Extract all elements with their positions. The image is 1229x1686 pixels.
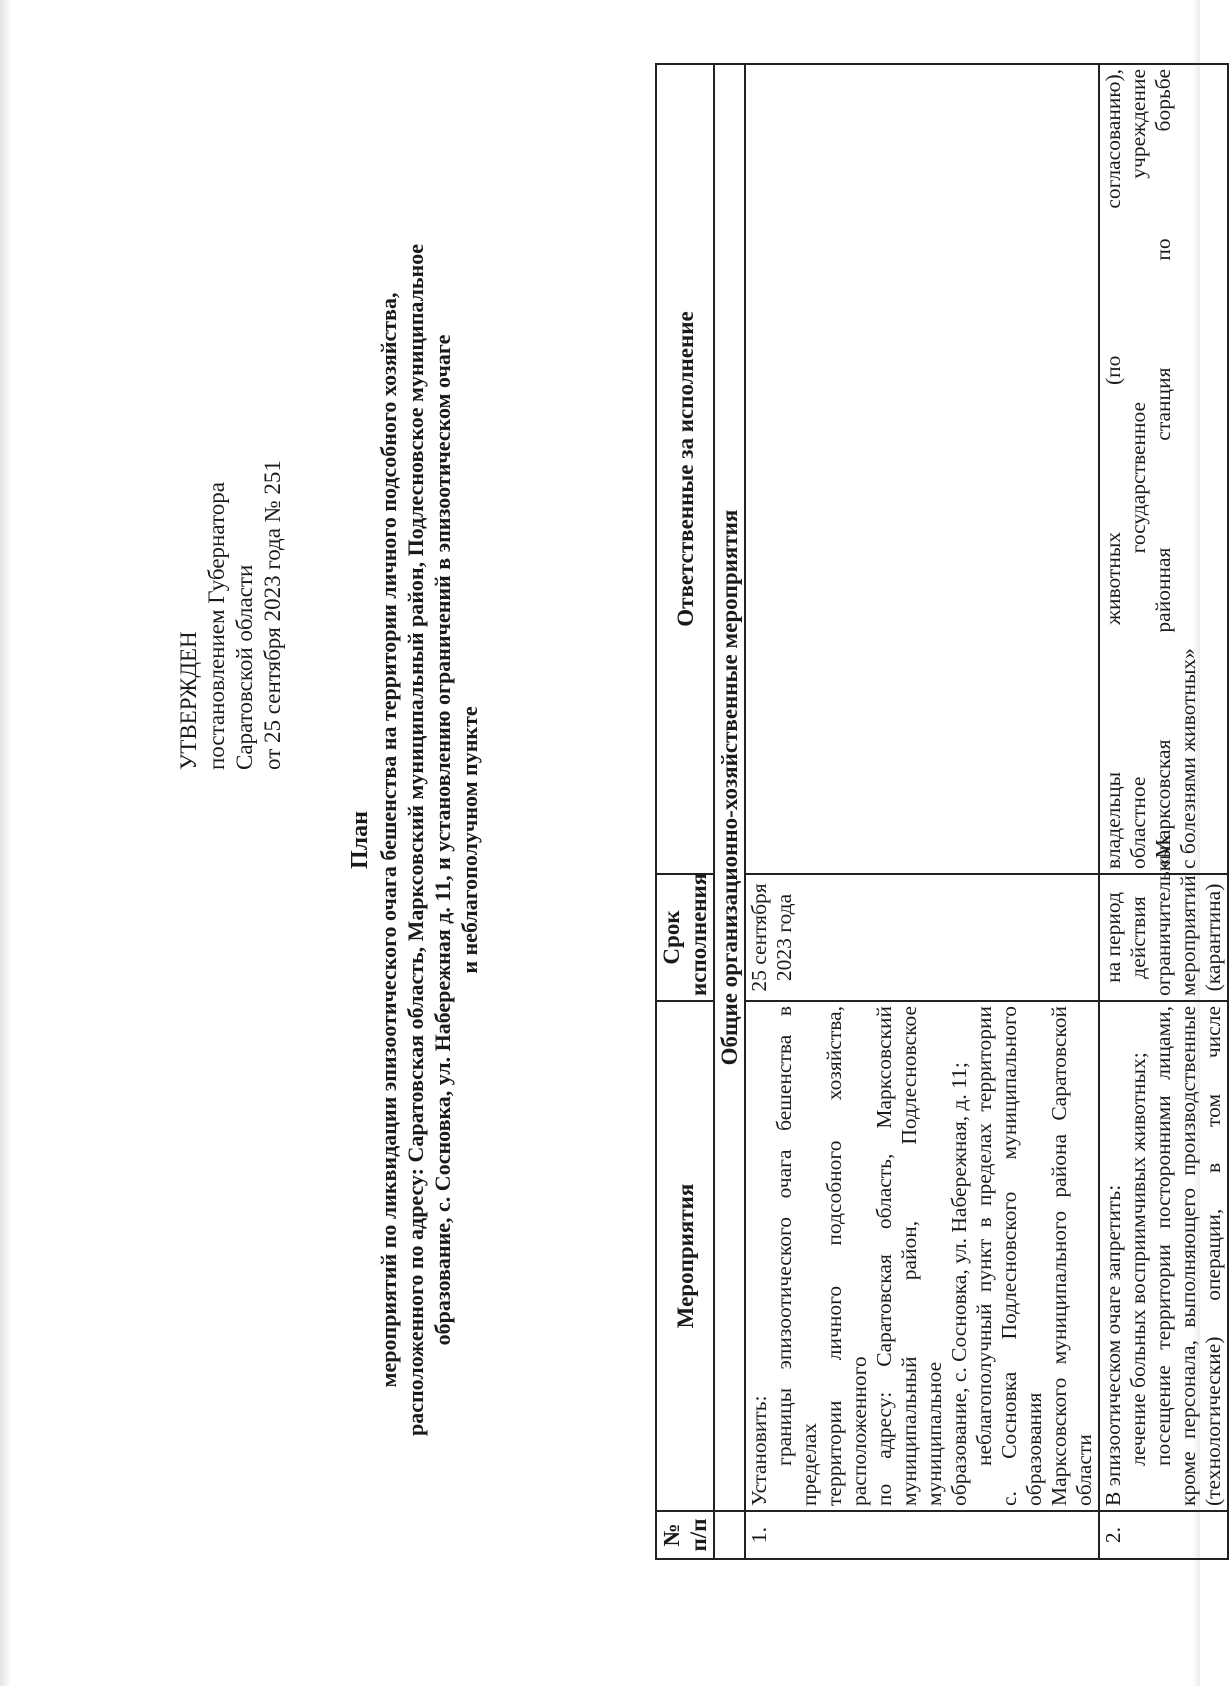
plan-table <box>655 63 1229 1560</box>
title-line-3: образование, с. Сосновка, ул. Набережная д. 11, и установлению ограничений в эпизоотическом очаге <box>430 334 455 1346</box>
section-num-cell <box>714 1511 745 1559</box>
responsible-cell <box>1099 64 1228 874</box>
document-title-block <box>345 60 483 1620</box>
activities-cell <box>745 1001 1099 1511</box>
section-row <box>714 64 745 1559</box>
term-line: мероприятий <box>1176 875 1200 996</box>
activity-line: по адресу: Саратовская область, Марксовский <box>872 1006 896 1506</box>
row-number: 2. <box>1099 1511 1228 1559</box>
activity-line: с. Сосновка Подлесновского муниципального образования <box>997 1006 1046 1506</box>
activity-line: лечение больных восприимчивых животных; <box>1126 1052 1150 1466</box>
activity-line: (технологические) операции, в том числе <box>1201 1006 1225 1506</box>
term-cell <box>1099 834 1228 1001</box>
activity-line: неблагополучный пункт в пределах территории <box>972 1006 996 1466</box>
approval-decree: постановлением Губернатора <box>204 482 229 770</box>
responsible-line: владельцы животных (по согласованию), <box>1101 69 1125 869</box>
header-num: № п/п <box>656 1511 714 1559</box>
activity-line: территории личного подсобного хозяйства, расположенного <box>822 1006 871 1506</box>
approval-date: от 25 сентября 2023 года № 251 <box>260 460 285 770</box>
term-line: на период <box>1101 892 1125 983</box>
activity-line: границы эпизоотического очага бешенства в пределах <box>772 1006 821 1506</box>
activities-cell <box>1099 1001 1228 1511</box>
title-line-2: расположенного по адресу: Саратовская область, Марксовский муниципальный район, Подлесновское муниципальное <box>403 243 428 1437</box>
responsible-cell <box>745 64 1099 874</box>
approval-stamp-block <box>175 210 287 770</box>
activity-line: образование, с. Сосновка, ул. Набережная, д. 11; <box>947 1062 971 1506</box>
table-header-row <box>656 64 714 1559</box>
header-activities: Мероприятия <box>656 1001 714 1511</box>
term-line: (карантина) <box>1201 883 1225 992</box>
activity-line: кроме персонала, выполняющего производственные <box>1176 1006 1200 1506</box>
activity-line: посещение территории посторонними лицами, <box>1151 1006 1175 1466</box>
term-line: 2023 года <box>772 893 796 982</box>
row-number: 1. <box>745 1511 1099 1559</box>
title-line-1: мероприятий по ликвидации эпизоотического очага бешенства на территории личного подсобного хозяйства, <box>376 292 401 1388</box>
document-title: План <box>347 811 373 869</box>
table-row <box>745 64 1099 1559</box>
document-sheet <box>95 60 1225 1620</box>
term-cell <box>745 874 1099 1001</box>
activity-line: области <box>1072 1434 1096 1506</box>
responsible-line: с болезнями животных» <box>1176 648 1200 869</box>
term-line: ограничительных <box>1151 834 1175 996</box>
table-row <box>1099 64 1228 1559</box>
term-line: действия <box>1126 896 1150 979</box>
term-line: 25 сентября <box>747 883 771 992</box>
activity-line: Установить: <box>747 1395 771 1506</box>
activity-line: В эпизоотическом очаге запретить: <box>1101 1184 1125 1506</box>
header-responsible: Ответственные за исполнение <box>656 64 714 874</box>
approval-label: УТВЕРЖДЕН <box>176 631 201 770</box>
title-line-4: и неблагополучном пункте <box>457 706 482 974</box>
responsible-line: «Марксовская районная станция по борьбе <box>1151 69 1175 869</box>
section-title: Общие организационно-хозяйственные мероприятия <box>714 64 745 1511</box>
approval-region: Саратовской области <box>232 564 257 770</box>
scan-edge-shadow <box>0 0 12 1686</box>
activity-line: муниципальный район, Подлесновское муниципальное <box>897 1006 946 1506</box>
activity-line: Марксовского муниципального района Саратовской <box>1047 1006 1071 1506</box>
responsible-line: областное государственное учреждение <box>1126 69 1150 869</box>
header-term: Срок исполнения <box>656 874 714 1001</box>
